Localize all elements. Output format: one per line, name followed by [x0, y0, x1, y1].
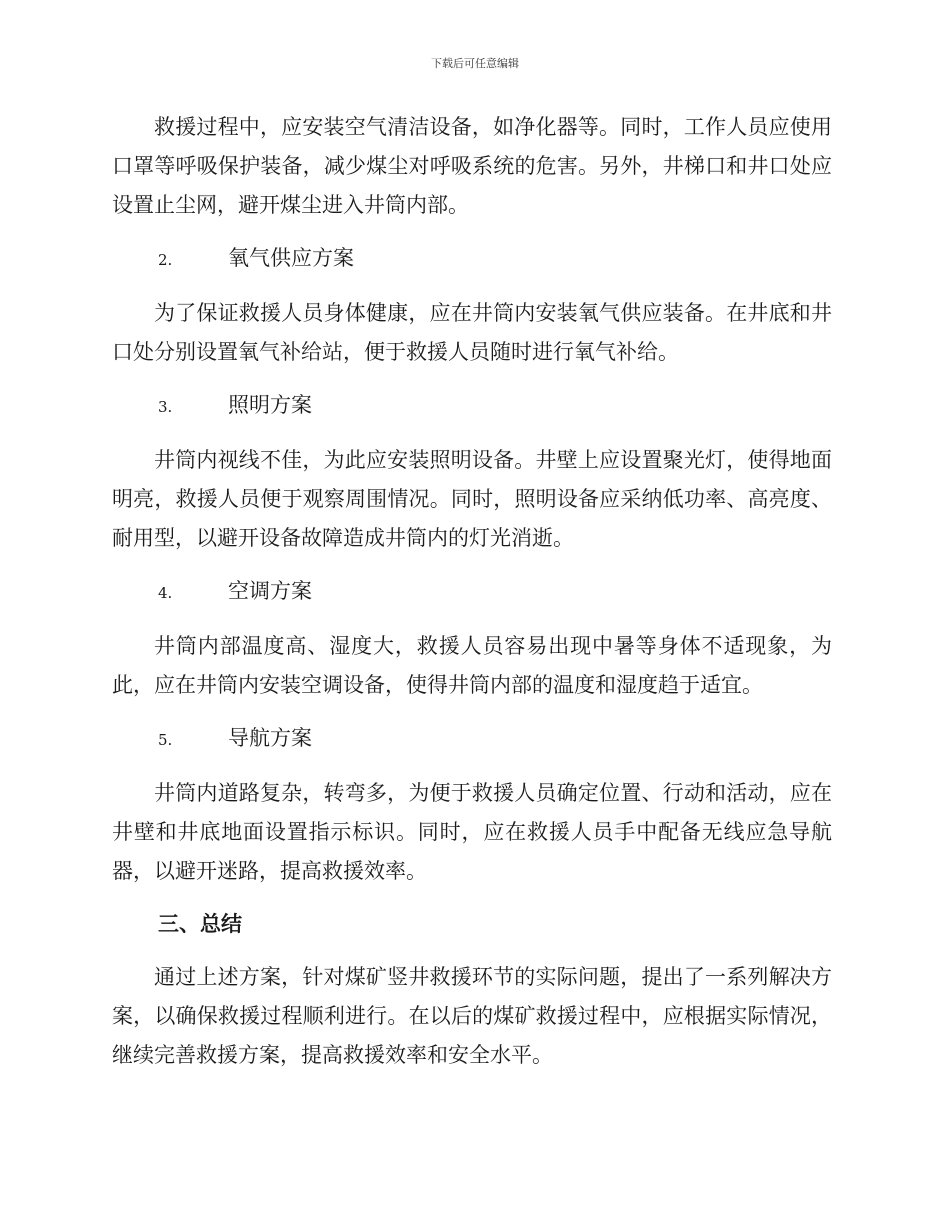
list-item-oxygen [112, 239, 832, 280]
list-number: 3. [158, 398, 173, 416]
list-number: 2. [158, 251, 173, 269]
list-number: 4. [158, 584, 173, 602]
list-title: 空调方案 [228, 579, 312, 603]
paragraph: 救援过程中，应安装空气清洁设备，如净化器等。同时，工作人员应使用口罩等呼吸保护装备，减少煤尘对呼吸系统的危害。另外，井梯口和井口处应设置止尘网，避开煤尘进入井筒内部。 [112, 115, 832, 217]
paragraph: 为了保证救援人员身体健康，应在井筒内安装氧气供应装备。在井底和井口处分别设置氧气补给站，便于救援人员随时进行氧气补给。 [112, 301, 832, 364]
list-item-navigation [112, 719, 832, 760]
paragraph: 通过上述方案，针对煤矿竖井救援环节的实际问题，提出了一系列解决方案，以确保救援过程顺利进行。在以后的煤矿救援过程中，应根据实际情况，继续完善救援方案，提高救援效率和安全水平。 [112, 965, 832, 1067]
list-item-air-conditioning [112, 572, 832, 613]
list-title: 导航方案 [228, 726, 312, 750]
page-header: 下载后可任意编辑 [431, 57, 519, 70]
list-title: 照明方案 [228, 393, 312, 417]
paragraph: 井筒内视线不佳，为此应安装照明设备。井壁上应设置聚光灯，使得地面明亮，救援人员便于观察周围情况。同时，照明设备应采纳低功率、高亮度、耐用型，以避开设备故障造成井筒内的灯光消逝。 [112, 448, 832, 550]
paragraph: 井筒内部温度高、湿度大，救援人员容易出现中暑等身体不适现象，为此，应在井筒内安装空调设备，使得井筒内部的温度和湿度趋于适宜。 [112, 634, 832, 697]
list-number: 5. [158, 731, 173, 749]
list-title: 氧气供应方案 [228, 246, 354, 270]
section-heading: 三、总结 [158, 912, 242, 936]
document-body [112, 108, 832, 1075]
paragraph: 井筒内道路复杂，转弯多，为便于救援人员确定位置、行动和活动，应在井壁和井底地面设置指示标识。同时，应在救援人员手中配备无线应急导航器，以避开迷路，提高救援效率。 [112, 781, 832, 883]
list-item-lighting [112, 386, 832, 427]
